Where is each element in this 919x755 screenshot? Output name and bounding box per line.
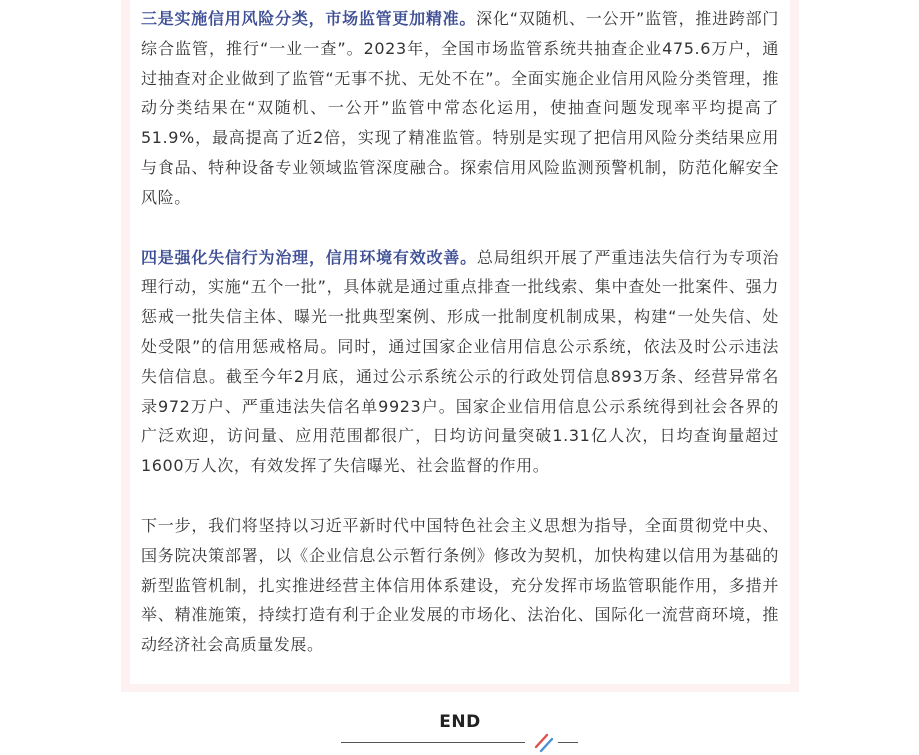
paragraph-dishonesty-governance <box>141 243 779 481</box>
paragraph-credit-risk-classification <box>141 4 779 213</box>
end-divider-left <box>341 742 525 743</box>
slash-decoration-icon <box>532 730 556 754</box>
paragraph-text: 下一步，我们将坚持以习近平新时代中国特色社会主义思想为指导，全面贯彻党中央、国务院决策部署，以《企业信息公示暂行条例》修改为契机，加快构建以信用为基础的新型监管机制，扎实推进经营主体信用体系建设，充分发挥市场监管职能作用，多措并举、精准施策，持续打造有利于企业发展的市场化、法治化、国际化一流营商环境，推动经济社会高质量发展。 <box>141 515 779 655</box>
end-label: END <box>439 712 481 732</box>
end-marker <box>340 712 580 752</box>
paragraph-lead: 三是实施信用风险分类，市场监管更加精准。 <box>141 9 477 28</box>
paragraph-text: 总局组织开展了严重违法失信行为专项治理行动，实施“五个一批”，具体就是通过重点排查一批线索、集中查处一批案件、强力惩戒一批失信主体、曝光一批典型案例、形成一批制度机制成果，构建“一处失信、处处受限”的信用惩戒格局。同时，通过国家企业信用信息公示系统，依法及时公示违法失信信息。截至今年2月底，通过公示系统公示的行政处罚信息893万条、经营异常名录972万户、严重违法失信名单9923户。国家企业信用信息公示系统得到社会各界的广泛欢迎，访问量、应用范围都很广，日均访问量突破1.31亿人次，日均查询量超过1600万人次，有效发挥了失信曝光、社会监督的作用。 <box>141 247 779 476</box>
paragraph-spacer <box>141 481 779 511</box>
paragraph-spacer <box>141 213 779 243</box>
end-divider-right <box>558 742 578 743</box>
article-body <box>141 4 779 660</box>
paragraph-text: 深化“双随机、一公开”监管，推进跨部门综合监管，推行“一业一查”。2023年，全国市场监管系统共抽查企业475.6万户，通过抽查对企业做到了监管“无事不扰、无处不在”。全面实施企业信用风险分类管理，推动分类结果在“双随机、一公开”监管中常态化运用，使抽查问题发现率平均提高了51.9%，最高提高了近2倍，实现了精准监管。特别是实现了把信用风险分类结果应用与食品、特种设备专业领域监管深度融合。探索信用风险监测预警机制，防范化解安全风险。 <box>141 9 779 207</box>
paragraph-next-steps <box>141 511 779 660</box>
paragraph-lead: 四是强化失信行为治理，信用环境有效改善。 <box>141 247 477 267</box>
